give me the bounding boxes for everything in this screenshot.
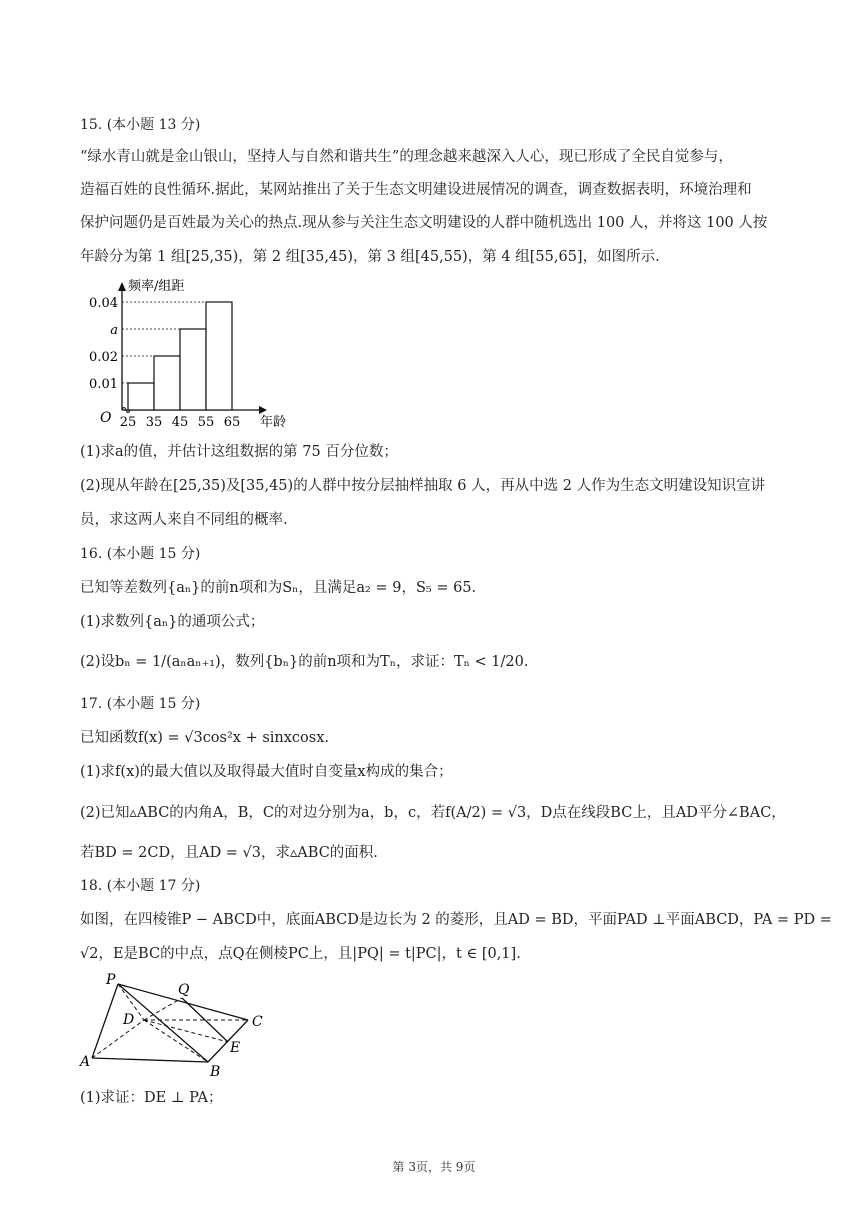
x-axis-label: 年龄 <box>260 415 287 430</box>
label-A: A <box>80 1054 91 1070</box>
q16-part1: (1)求数列{aₙ}的通项公式； <box>80 614 265 630</box>
q15-heading: 15. (本小题 13 分) <box>80 117 201 133</box>
q16-heading: 16. (本小题 15 分) <box>80 546 201 562</box>
histogram-bar <box>180 329 206 410</box>
q15-intro-line-4: 年龄分为第 1 组[25,35)，第 2 组[35,45)，第 3 组[45,55)，第 4 组[55,65]，如图所示. <box>80 249 660 265</box>
x-tick-label: 65 <box>223 415 241 430</box>
q15-intro-line-3: 保护问题仍是百姓最为关心的热点.现从参与关注生态文明建设的人群中随机选出 100 人，并将这 100 人按 <box>80 215 768 231</box>
y-axis-arrow <box>118 282 126 291</box>
q18-part1: (1)求证：DE ⊥ PA； <box>80 1090 223 1106</box>
q16-part2: (2)设bₙ = 1/(aₙaₙ₊₁)，数列{bₙ}的前n项和为Tₙ，求证：Tₙ < 1/20. <box>80 654 529 670</box>
q17-part1: (1)求f(x)的最大值以及取得最大值时自变量x构成的集合； <box>80 764 453 780</box>
y-tick-label: a <box>110 323 118 338</box>
origin-label: O <box>100 410 112 426</box>
q16-statement: 已知等差数列{aₙ}的前n项和为Sₙ，且满足a₂ = 9，S₅ = 65. <box>80 580 477 596</box>
y-tick-label: 0.02 <box>89 350 118 365</box>
q15-intro-line-2: 造福百姓的良性循环.据此，某网站推出了关于生态文明建设进展情况的调查，调查数据表明，环境治理和 <box>80 182 752 198</box>
x-tick-label: 35 <box>145 415 163 430</box>
q15-part2-line-1: (2)现从年龄在[25,35)及[35,45)的人群中按分层抽样抽取 6 人，再从中选 2 人作为生态文明建设知识宣讲 <box>80 478 766 494</box>
y-tick-label: 0.01 <box>89 377 118 392</box>
q15-part2-line-2: 员，求这两人来自不同组的概率. <box>80 512 288 528</box>
q15-intro-line-1: “绿水青山就是金山银山，坚持人与自然和谐共生”的理念越来越深入人心，现已形成了全民自觉参与， <box>80 149 733 165</box>
q18-statement-line-1: 如图，在四棱锥P − ABCD中，底面ABCD是边长为 2 的菱形，且AD = BD，平面PAD ⊥平面ABCD，PA = PD = <box>80 912 832 928</box>
x-tick-label: 45 <box>171 415 189 430</box>
q18-heading: 18. (本小题 17 分) <box>80 878 201 894</box>
label-E: E <box>230 1040 241 1056</box>
q18-statement-line-2: √2，E是BC的中点，点Q在侧棱PC上，且|PQ| = t|PC|，t ∈ [0,1]. <box>80 946 521 962</box>
label-D: D <box>123 1012 135 1028</box>
q17-part2-line-1: (2)已知▵ABC的内角A，B，C的对边分别为a，b，c，若f(A/2) = √3，D点在线段BC上，且AD平分∠BAC， <box>80 805 786 821</box>
age-histogram-chart <box>70 278 287 438</box>
label-Q: Q <box>178 982 190 998</box>
q17-statement: 已知函数f(x) = √3cos²x + sinxcosx. <box>80 730 330 746</box>
label-B: B <box>210 1064 221 1080</box>
histogram-bar <box>206 302 232 410</box>
q17-heading: 17. (本小题 15 分) <box>80 696 201 712</box>
y-tick-label: 0.04 <box>89 296 118 311</box>
x-tick-label: 25 <box>119 415 137 430</box>
histogram-bar <box>154 356 180 410</box>
label-C: C <box>252 1014 263 1030</box>
q17-part2-line-2: 若BD = 2CD，且AD = √3，求▵ABC的面积. <box>80 845 378 861</box>
histogram-bar <box>128 383 154 410</box>
q15-part1: (1)求a的值，并估计这组数据的第 75 百分位数； <box>80 444 398 460</box>
page-footer: 第 3页，共 9页 <box>392 1160 476 1174</box>
x-tick-label: 55 <box>197 415 215 430</box>
pyramid-figure <box>78 972 278 1078</box>
y-axis-label: 频率/组距 <box>128 279 185 294</box>
x-axis-arrow <box>259 406 267 414</box>
label-P: P <box>106 972 116 988</box>
